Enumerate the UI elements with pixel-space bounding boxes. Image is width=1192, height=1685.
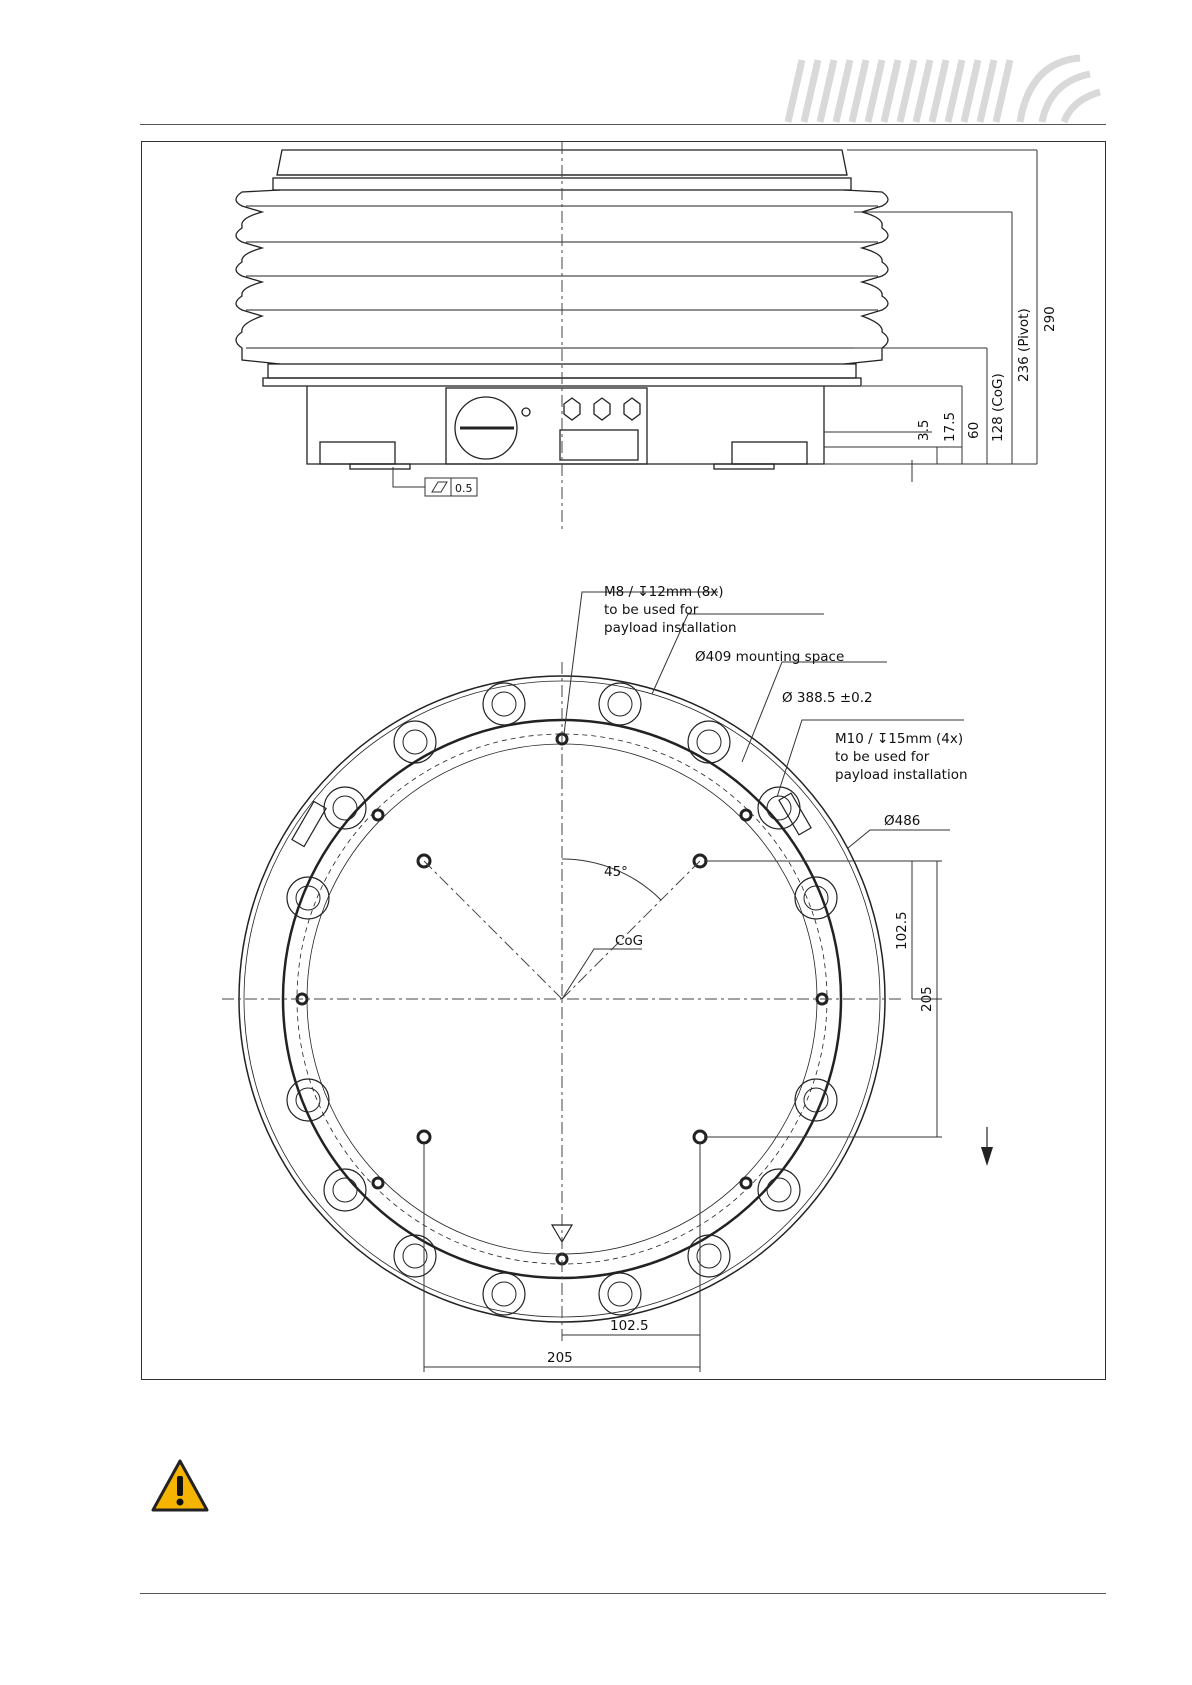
dim-total-height: 290 xyxy=(1042,306,1058,332)
technical-drawing xyxy=(142,142,1105,1379)
cog-label: CoG xyxy=(615,933,644,949)
m8-callout-line3: payload installation xyxy=(604,620,737,636)
flatness-value: 0.5 xyxy=(455,482,473,495)
dim-pivot-height: 236 (Pivot) xyxy=(1016,308,1032,382)
dim-cog-height: 128 (CoG) xyxy=(990,373,1006,442)
drawing-frame xyxy=(141,141,1106,1380)
m10-callout-line2: to be used for xyxy=(835,749,930,765)
m8-callout-line1: M8 / ↧12mm (8x) xyxy=(604,584,724,600)
dim-flange-height: 17.5 xyxy=(942,411,958,442)
outer-diameter-callout: Ø486 xyxy=(884,813,921,829)
m8-callout-line2: to be used for xyxy=(604,602,699,618)
company-logo xyxy=(780,52,1110,124)
mounting-space-callout: Ø409 mounting space xyxy=(695,649,845,665)
warning-triangle-icon xyxy=(150,1458,210,1514)
dim-horizontal-full: 205 xyxy=(547,1350,573,1366)
dim-vertical-full: 205 xyxy=(919,986,935,1012)
m10-callout-line1: M10 / ↧15mm (4x) xyxy=(835,731,964,747)
angle-label: 45° xyxy=(604,864,628,880)
footer-rule xyxy=(140,1593,1106,1594)
dim-horizontal-half: 102.5 xyxy=(610,1318,649,1334)
dim-vertical-half: 102.5 xyxy=(894,911,910,950)
dim-base-height: 60 xyxy=(966,421,982,439)
dim-foot-offset: 3.5 xyxy=(916,419,932,441)
bolt-circle-callout: Ø 388.5 ±0.2 xyxy=(782,690,873,706)
m10-callout-line3: payload installation xyxy=(835,767,968,783)
header-rule xyxy=(140,124,1106,125)
